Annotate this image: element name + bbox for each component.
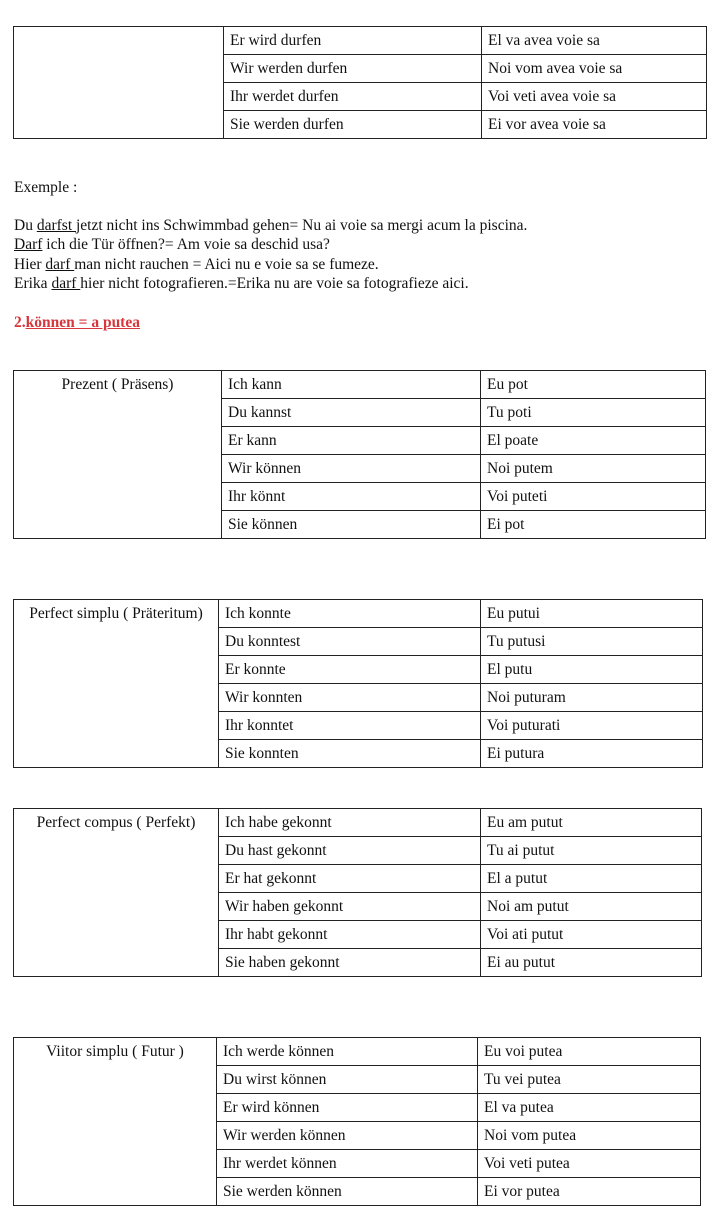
romanian-form: Ei pot <box>481 511 706 539</box>
romanian-form: Ei vor avea voie sa <box>482 111 707 139</box>
example-text: hier nicht fotografieren.=Erika nu are voie sa fotografieze aici. <box>80 275 469 292</box>
example-text: Hier <box>14 256 46 273</box>
tense-label: Prezent ( Präsens) <box>14 371 222 539</box>
german-form: Du wirst können <box>217 1066 478 1094</box>
german-form: Er wird durfen <box>224 27 482 55</box>
example-line <box>14 255 379 274</box>
modal-verb-underlined: darf <box>51 275 81 292</box>
romanian-form: Tu ai putut <box>481 837 702 865</box>
german-form: Sie konnten <box>219 740 481 768</box>
german-form: Ihr konntet <box>219 712 481 740</box>
german-form: Du hast gekonnt <box>219 837 481 865</box>
german-form: Du kannst <box>222 399 481 427</box>
romanian-form: Eu pot <box>481 371 706 399</box>
german-form: Du konntest <box>219 628 481 656</box>
german-form: Ich kann <box>222 371 481 399</box>
german-form: Wir haben gekonnt <box>219 893 481 921</box>
romanian-form: Tu putusi <box>481 628 703 656</box>
german-form: Sie werden durfen <box>224 111 482 139</box>
table-row <box>14 27 707 55</box>
example-text: Du <box>14 217 37 234</box>
tense-label: Perfect compus ( Perfekt) <box>14 809 219 977</box>
german-form: Ich habe gekonnt <box>219 809 481 837</box>
german-form: Sie können <box>222 511 481 539</box>
german-form: Ihr werdet durfen <box>224 83 482 111</box>
example-text: jetzt nicht ins Schwimmbad gehen= Nu ai voie sa mergi acum la piscina. <box>76 217 528 234</box>
german-form: Sie haben gekonnt <box>219 949 481 977</box>
german-form: Wir konnten <box>219 684 481 712</box>
modal-verb-underlined: darfst <box>36 217 76 234</box>
tense-label: Perfect simplu ( Präteritum) <box>14 600 219 768</box>
romanian-form: Eu putui <box>481 600 703 628</box>
german-form: Wir können <box>222 455 481 483</box>
romanian-form: Tu vei putea <box>478 1066 701 1094</box>
romanian-form: Voi ati putut <box>481 921 702 949</box>
german-form: Er konnte <box>219 656 481 684</box>
section-title: können = a putea <box>25 314 140 331</box>
modal-verb-underlined: Darf <box>14 236 43 253</box>
romanian-form: Noi vom avea voie sa <box>482 55 707 83</box>
romanian-form: Ei au putut <box>481 949 702 977</box>
german-form: Ich werde können <box>217 1038 478 1066</box>
conjugation-table-durfen-futur <box>13 26 707 139</box>
table-row <box>14 1038 701 1066</box>
table-row <box>14 600 703 628</box>
section-number: 2. <box>14 314 26 331</box>
german-form: Ihr werdet können <box>217 1150 478 1178</box>
german-form: Ich konnte <box>219 600 481 628</box>
romanian-form: Voi veti avea voie sa <box>482 83 707 111</box>
examples-title: Exemple : <box>14 179 78 196</box>
german-form: Wir werden können <box>217 1122 478 1150</box>
german-form: Ihr könnt <box>222 483 481 511</box>
romanian-form: Tu poti <box>481 399 706 427</box>
romanian-form: Noi putem <box>481 455 706 483</box>
modal-verb-underlined: darf <box>45 256 75 273</box>
romanian-form: Eu voi putea <box>478 1038 701 1066</box>
romanian-form: El a putut <box>481 865 702 893</box>
romanian-form: Ei putura <box>481 740 703 768</box>
tense-label <box>14 27 224 139</box>
romanian-form: Voi puteti <box>481 483 706 511</box>
german-form: Wir werden durfen <box>224 55 482 83</box>
romanian-form: Ei vor putea <box>478 1178 701 1206</box>
romanian-form: El putu <box>481 656 703 684</box>
romanian-form: Noi am putut <box>481 893 702 921</box>
german-form: Er kann <box>222 427 481 455</box>
romanian-form: Voi veti putea <box>478 1150 701 1178</box>
example-line <box>14 235 330 254</box>
conjugation-table-prezent <box>13 370 706 539</box>
romanian-form: El va avea voie sa <box>482 27 707 55</box>
romanian-form: Eu am putut <box>481 809 702 837</box>
example-line <box>14 274 469 293</box>
section-heading <box>14 313 140 332</box>
example-line <box>14 216 527 235</box>
romanian-form: Noi vom putea <box>478 1122 701 1150</box>
example-text: Erika <box>14 275 52 292</box>
conjugation-table-futur <box>13 1037 701 1206</box>
tense-label: Viitor simplu ( Futur ) <box>14 1038 217 1206</box>
romanian-form: Voi puturati <box>481 712 703 740</box>
conjugation-table-praeteritum <box>13 599 703 768</box>
german-form: Ihr habt gekonnt <box>219 921 481 949</box>
conjugation-table-perfekt <box>13 808 702 977</box>
german-form: Er wird können <box>217 1094 478 1122</box>
german-form: Sie werden können <box>217 1178 478 1206</box>
german-form: Er hat gekonnt <box>219 865 481 893</box>
romanian-form: Noi puturam <box>481 684 703 712</box>
example-text: man nicht rauchen = Aici nu e voie sa se fumeze. <box>74 256 379 273</box>
table-row <box>14 371 706 399</box>
example-text: ich die Tür öffnen?= Am voie sa deschid usa? <box>42 236 330 253</box>
romanian-form: El poate <box>481 427 706 455</box>
romanian-form: El va putea <box>478 1094 701 1122</box>
table-row <box>14 809 702 837</box>
